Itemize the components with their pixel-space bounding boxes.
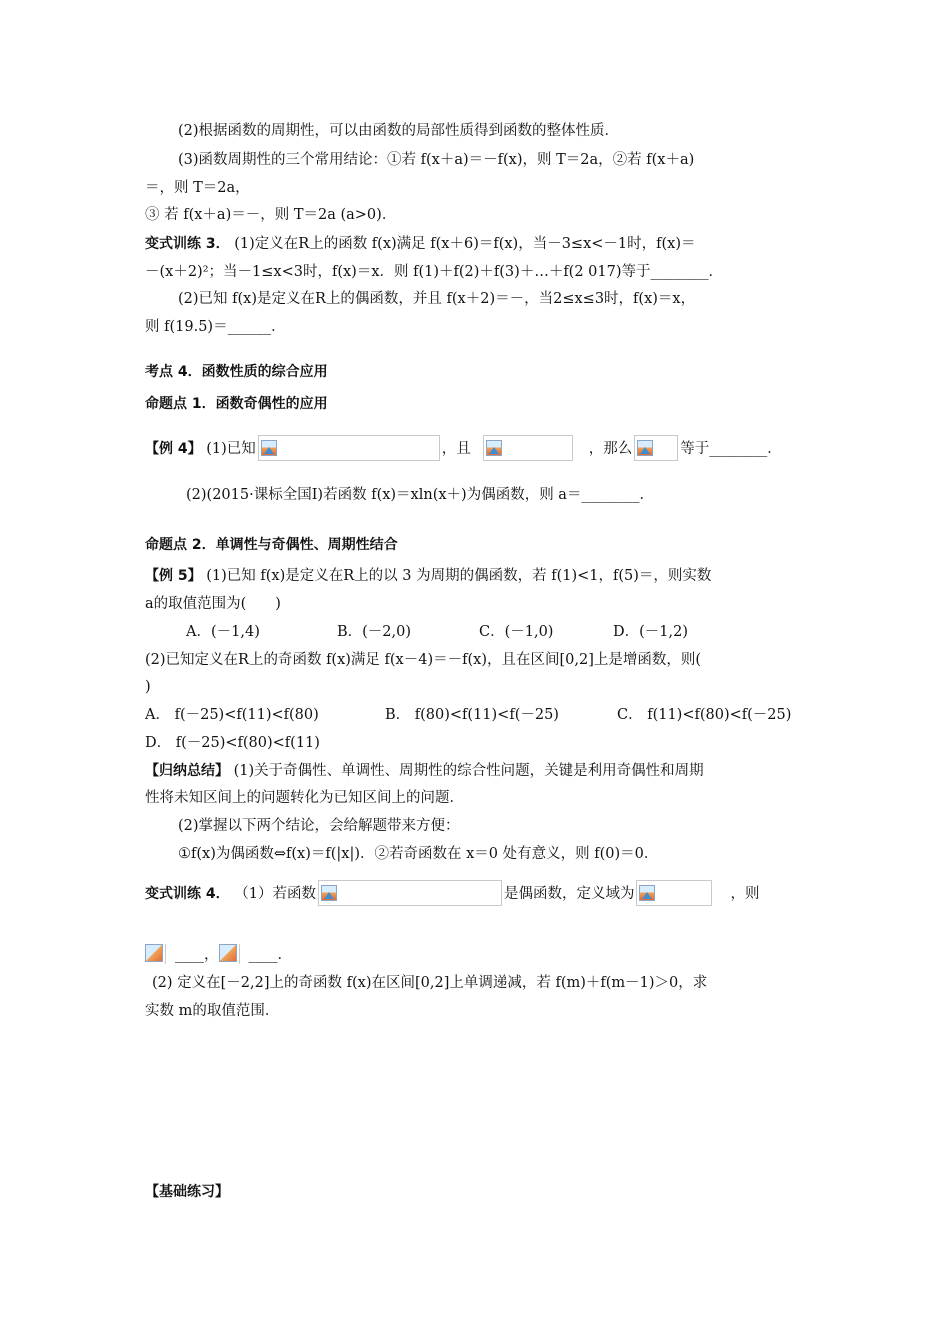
variant-3-label: 变式训练 3． [145,236,230,252]
variant-3-line-2: －(x＋2)²；当－1≤x<3时，f(x)＝x．则 f(1)＋f(2)＋f(3)＋…＋f(2 017)等于________． [145,264,724,280]
variant-4-blank-1: ____， [175,947,219,963]
summary-line-2: 性将未知区间上的问题转化为已知区间上的问题． [145,790,464,806]
line-periodic-property: (2)根据函数的周期性，可以由函数的局部性质得到函数的整体性质． [178,123,620,139]
summary-line-3: (2)掌握以下两个结论，会给解题带来方便： [178,818,460,834]
variant-4-line-3: (2) 定义在[－2,2]上的奇函数 f(x)在区间[0,2]上单调递减，若 f(m)＋f(m－1)＞0，求 [152,975,708,991]
example-4-line-2: (2)(2015·课标全国Ⅰ)若函数 f(x)＝xln(x＋)为偶函数，则 a＝________． [186,487,654,503]
broken-image-icon [219,944,241,964]
subheading-1: 命题点 1．函数奇偶性的应用 [145,396,328,412]
broken-image-icon [634,435,678,461]
summary-text-1: (1)关于奇偶性、单调性、周期性的综合性问题，关键是利用奇偶性和周期 [229,763,704,779]
basic-practice-heading: 【基础练习】 [145,1184,229,1200]
variant-4-line-2 [145,944,292,964]
example-5-option-c: C．(－1,0) [479,624,554,640]
example-4-text-d: 等于________． [680,441,782,457]
broken-image-icon [318,880,502,906]
example-5-2-option-d: D． f(－25)<f(80)<f(11) [145,735,320,751]
example-5-option-d: D．(－1,2) [613,624,688,640]
variant-4-text-b: 是偶函数，定义域为 [503,886,635,902]
example-5-line-1 [145,569,711,584]
variant-4-line-4: 实数 m的取值范围． [145,1003,280,1019]
example-4-line-1 [145,435,782,461]
example-5-text-1: (1)已知 f(x)是定义在R上的以 3 为周期的偶函数，若 f(1)<1，f(5)＝，则实数 [201,568,712,584]
example-5-2-option-c: C． f(11)<f(80)<f(－25) [617,707,792,723]
line-periodic-conclusions: (3)函数周期性的三个常用结论：①若 f(x＋a)＝－f(x)，则 T＝2a，②若 f(x＋a) [178,152,695,168]
example-5-option-b: B．(－2,0) [337,624,412,640]
example-5-line-5: ) [145,679,151,695]
summary-label: 【归纳总结】 [145,763,229,779]
variant-4-text-a: （1）若函数 [229,886,316,902]
broken-image-icon [258,435,440,461]
variant-4-line-1 [145,880,759,906]
example-5-option-a: A．(－1,4) [186,624,260,640]
example-4-label: 【例 4】 [145,441,202,457]
line-periodic-conclusion-3: ③ 若 f(x＋a)＝－，则 T＝2a (a>0)． [145,207,397,223]
summary-line-4: ①f(x)为偶函数⇔f(x)＝f(|x|)．②若奇函数在 x＝0 处有意义，则 f(0)＝0． [178,846,659,862]
example-5-label: 【例 5】 [145,568,202,584]
variant-4-label: 变式训练 4． [145,886,230,902]
variant-3-line-3: (2)已知 f(x)是定义在R上的偶函数，并且 f(x＋2)＝－，当2≤x≤3时，f(x)＝x， [178,291,696,307]
example-4-text-b: ，且 [441,441,471,457]
variant-4-text-c: ，则 [730,886,760,902]
example-4-text-a: (1)已知 [201,441,256,457]
broken-image-icon [483,435,573,461]
section-heading-4: 考点 4．函数性质的综合应用 [145,364,328,380]
summary-line-1 [145,764,704,779]
broken-image-icon [145,944,167,964]
variant-3-text-1: (1)定义在R上的函数 f(x)满足 f(x＋6)＝f(x)，当－3≤x<－1时，f(x)＝ [229,236,696,252]
subheading-2: 命题点 2．单调性与奇偶性、周期性结合 [145,537,398,553]
example-5-2-option-a: A． f(－25)<f(11)<f(80) [145,707,319,723]
variant-4-blank-2: ____． [248,947,292,963]
example-5-line-2: a的取值范围为( ) [145,596,281,612]
example-5-line-4: (2)已知定义在R上的奇函数 f(x)满足 f(x－4)＝－f(x)，且在区间[0,2]上是增函数，则( [145,652,702,668]
example-5-2-option-b: B． f(80)<f(11)<f(－25) [385,707,559,723]
broken-image-icon [636,880,712,906]
example-4-text-c: ，那么 [588,441,633,457]
variant-3-line-1 [145,237,696,252]
line-periodic-conclusion-2: ＝，则 T＝2a， [145,180,250,196]
variant-3-line-4: 则 f(19.5)＝______． [145,319,286,335]
